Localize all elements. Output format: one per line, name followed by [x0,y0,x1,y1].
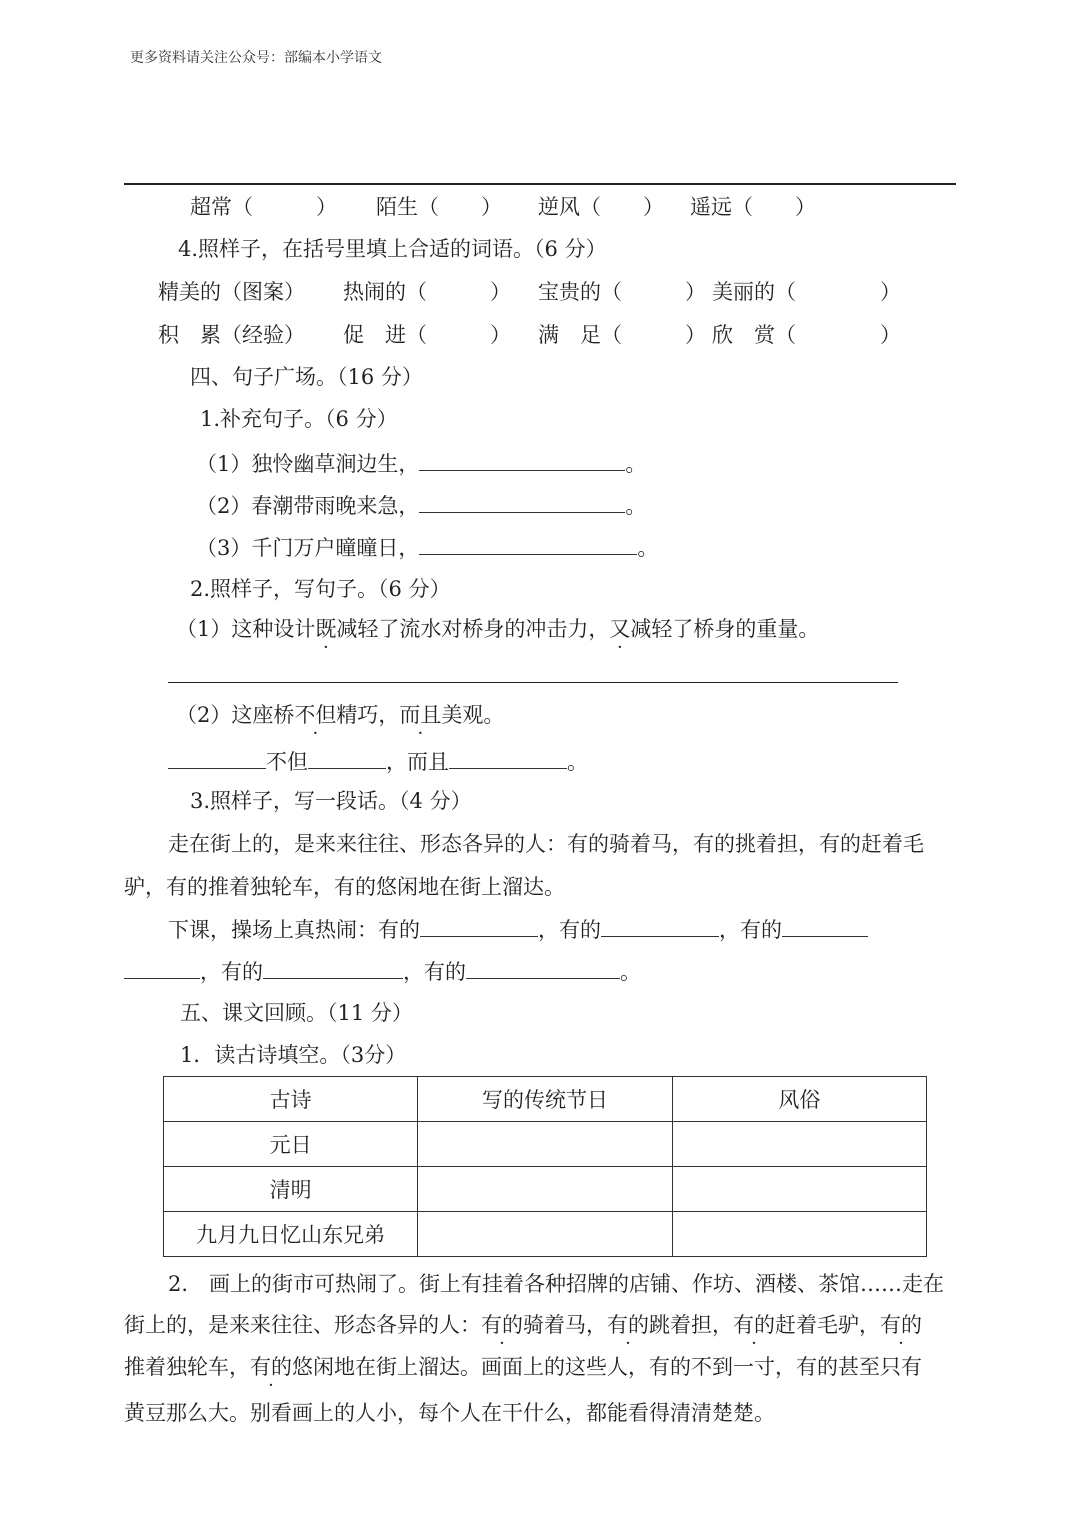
poem-name-cell: 九月九日忆山东兄弟 [164,1212,418,1257]
paragraph-line: 走在街上的，是来来往往、形态各异的人：有的骑着马，有的挑着担，有的赶着毛 [168,832,924,856]
custom-answer-cell[interactable] [672,1122,926,1167]
word-item: 超常（ ） [190,195,337,219]
word-item: 热闹的（ ） [343,280,511,304]
question-title: 2.照样子，写句子。（6 分） [190,577,451,601]
question-title: 3.照样子，写一段话。（4 分） [190,789,472,813]
reading-passage-line: 2. 画上的街市可热闹了。街上有挂着各种招牌的店铺、作坊、酒楼、茶馆……走在 [168,1272,945,1296]
answer-blank[interactable] [308,746,386,769]
reading-passage-line: 推着独轮车，有的悠闲地在街上溜达。画面上的这些人，有的不到一寸，有的甚至只有 [124,1355,922,1379]
word-item: 促 进（ ） [343,323,511,347]
table-row [164,1212,927,1257]
question-title: 1．读古诗填空。（3分） [180,1043,407,1067]
table-header-row [164,1077,927,1122]
answer-blank[interactable] [782,914,868,937]
paragraph-fill-line: ，有的 ，有的 。 [124,956,641,987]
poem-table [163,1076,927,1257]
table-row [164,1167,927,1212]
reading-passage-line: 街上的，是来来往往、形态各异的人：有的骑着马，有的跳着担，有的赶着毛驴，有的 [124,1313,922,1337]
answer-blank[interactable] [263,956,403,979]
paragraph-fill-line: 下课，操场上真热闹：有的 ，有的 ，有的 [168,914,868,945]
word-item: 遥远（ ） [690,195,816,219]
top-rule [124,183,956,185]
poem-fill-line: （1）独怜幽草涧边生， 。 [196,448,646,479]
festival-answer-cell[interactable] [418,1212,672,1257]
poem-name-cell: 清明 [164,1167,418,1212]
sentence-fill-line: 不但 ，而且 。 [168,746,588,777]
question-title: 1.补充句子。（6 分） [200,407,398,431]
answer-blank[interactable] [449,746,567,769]
table-header: 风俗 [672,1077,926,1122]
word-item: 美丽的（ ） [712,280,901,304]
table-row [164,1122,927,1167]
example-sentence: （2）这座桥不但精巧，而且美观。 [176,703,505,727]
answer-blank[interactable] [124,956,200,979]
example-sentence: （1）这种设计既减轻了流水对桥身的冲击力，又减轻了桥身的重量。 [176,617,820,641]
paragraph-line: 驴，有的推着独轮车，有的悠闲地在街上溜达。 [124,875,565,899]
word-item: 陌生（ ） [376,195,502,219]
festival-answer-cell[interactable] [418,1122,672,1167]
word-item: 积 累（经验） [158,323,305,347]
word-item: 满 足（ ） [538,323,706,347]
table-header: 古诗 [164,1077,418,1122]
poem-fill-line: （2）春潮带雨晚来急， 。 [196,490,646,521]
question-title: 4.照样子，在括号里填上合适的词语。（6 分） [178,237,607,261]
word-item: 逆风（ ） [538,195,664,219]
header-note: 更多资料请关注公众号：部编本小学语文 [130,50,382,66]
answer-blank[interactable] [168,746,266,769]
poem-name-cell: 元日 [164,1122,418,1167]
answer-blank[interactable] [601,914,719,937]
table-header: 写的传统节日 [418,1077,672,1122]
festival-answer-cell[interactable] [418,1167,672,1212]
answer-blank[interactable] [419,532,637,555]
answer-line[interactable] [168,682,898,683]
word-item: 宝贵的（ ） [538,280,706,304]
section-title: 四、句子广场。（16 分） [190,365,423,389]
word-item: 精美的（图案） [158,280,305,304]
word-item: 欣 赏（ ） [712,323,901,347]
answer-blank[interactable] [419,490,625,513]
answer-blank[interactable] [419,448,625,471]
section-title: 五、课文回顾。（11 分） [180,1001,413,1025]
poem-fill-line: （3）千门万户曈曈日， 。 [196,532,658,563]
answer-blank[interactable] [420,914,538,937]
reading-passage-line: 黄豆那么大。别看画上的人小，每个人在干什么，都能看得清清楚楚。 [124,1401,775,1425]
answer-blank[interactable] [466,956,620,979]
custom-answer-cell[interactable] [672,1212,926,1257]
custom-answer-cell[interactable] [672,1167,926,1212]
